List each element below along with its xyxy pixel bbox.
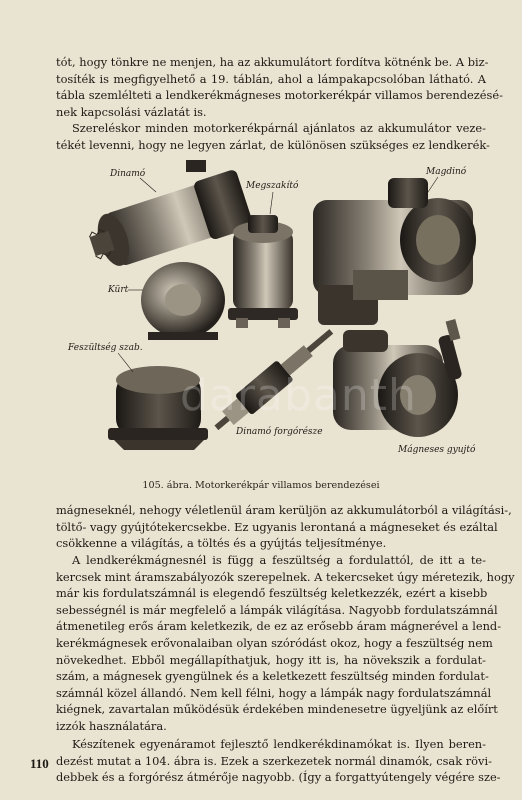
top-paragraph-1 — [56, 54, 503, 120]
text-line: sebességnél is már megfelelő a lámpák világítása. Nagyobb fordulatszámnál — [56, 602, 498, 617]
electrical-components-figure — [68, 150, 500, 475]
text-line: Készítenek egyenáramot fejlesztő lendkerékdinamókat is. Ilyen beren- — [72, 737, 486, 751]
label-feszultseg: Feszültség szab. — [68, 343, 143, 353]
text-line: kerékmágnesek erővonalaiban olyan szóródást okoz, hogy a feszültség nem — [56, 635, 493, 650]
bottom-paragraph-2 — [56, 552, 515, 735]
text-line: töltő- vagy gyújtótekercsekbe. Ez ugyanis lerontaná a mágneseket és ezáltal — [56, 519, 498, 534]
label-kurt: Kürt — [108, 285, 129, 295]
label-dinamo: Dinamó — [110, 169, 146, 179]
text-line: nek kapcsolási vázlatát is. — [56, 104, 207, 119]
text-line: csökkenne a világítás, a töltés és a gyújtás teljesítménye. — [56, 536, 387, 551]
text-line: szám, a mágnesek gyengülnek és a keletkezett feszültség minden fordulat- — [56, 669, 489, 684]
text-line: növekedhet. Ebből megállapíthatjuk, hogy itt is, ha növekszik a fordulat- — [56, 652, 486, 667]
text-line: kercsek mint áramszabályozók szerepelnek. A tekercseket úgy méretezik, hogy — [56, 569, 515, 584]
dynamo-image — [83, 160, 254, 276]
text-line: Szereléskor minden motorkerékpárnál ajánlatos az akkumulátor veze- — [72, 121, 486, 135]
label-megszakito: Megszakító — [246, 181, 299, 191]
text-line: tót, hogy tönkre ne menjen, ha az akkumulátort fordítva kötnénk be. A biz- — [56, 55, 489, 69]
text-line: tosíték is megfigyelhető a 19. táblán, ahol a lámpakapcsolóban látható. A — [56, 71, 486, 86]
text-line: izzók használatára. — [56, 718, 167, 733]
bottom-paragraph-1 — [56, 502, 512, 552]
label-gyujto: Mágneses gyujtó — [398, 445, 476, 455]
text-line: tábla szemlélteti a lendkerékmágneses motorkerékpár villamos berendezésé- — [56, 88, 503, 103]
text-line: átmenetileg erős áram keletkezik, de ez az erősebb áram mágnerével a lend- — [56, 619, 502, 634]
text-line: tékét levenni, hogy ne legyen zárlat, de különösen szükséges ez lendkerék- — [56, 137, 490, 152]
breaker-image — [228, 215, 298, 328]
label-magdino: Magdinó — [426, 167, 467, 177]
label-forgoresz: Dinamó forgórésze — [236, 427, 323, 437]
text-line: mágneseknél, nehogy véletlenül áram kerüljön az akkumulátorból a világítási-, — [56, 503, 512, 517]
text-line: kiégnek, zavartalan működésük érdekében mindenesetre ügyeljünk az előírt — [56, 702, 498, 717]
text-line: dezést mutat a 104. ábra is. Ezek a szerkezetek normál dinamók, csak rövi- — [56, 753, 492, 768]
horn-image — [141, 262, 225, 340]
text-line: A lendkerékmágnesnél is függ a feszültség a fordulattól, de itt a te- — [72, 553, 486, 567]
page-number: 110 — [30, 756, 49, 771]
magneto-dynamo-image — [313, 178, 476, 325]
text-line: debbek és a forgórész átmérője nagyobb. (Így a forgattyútengely végére sze- — [56, 770, 501, 785]
watermark: darabanth — [180, 370, 417, 421]
bottom-paragraph-3 — [56, 736, 501, 786]
text-line: számnál közel állandó. Nem kell félni, hogy a lámpák nagy fordulatszámnál — [56, 685, 492, 700]
top-paragraph-2 — [56, 120, 490, 153]
text-line: már kis fordulatszámnál is elegendő feszültség keletkezzék, ezért a kisebb — [56, 586, 488, 601]
figure-caption: 105. ábra. Motorkerékpár villamos berendezései — [142, 480, 380, 491]
